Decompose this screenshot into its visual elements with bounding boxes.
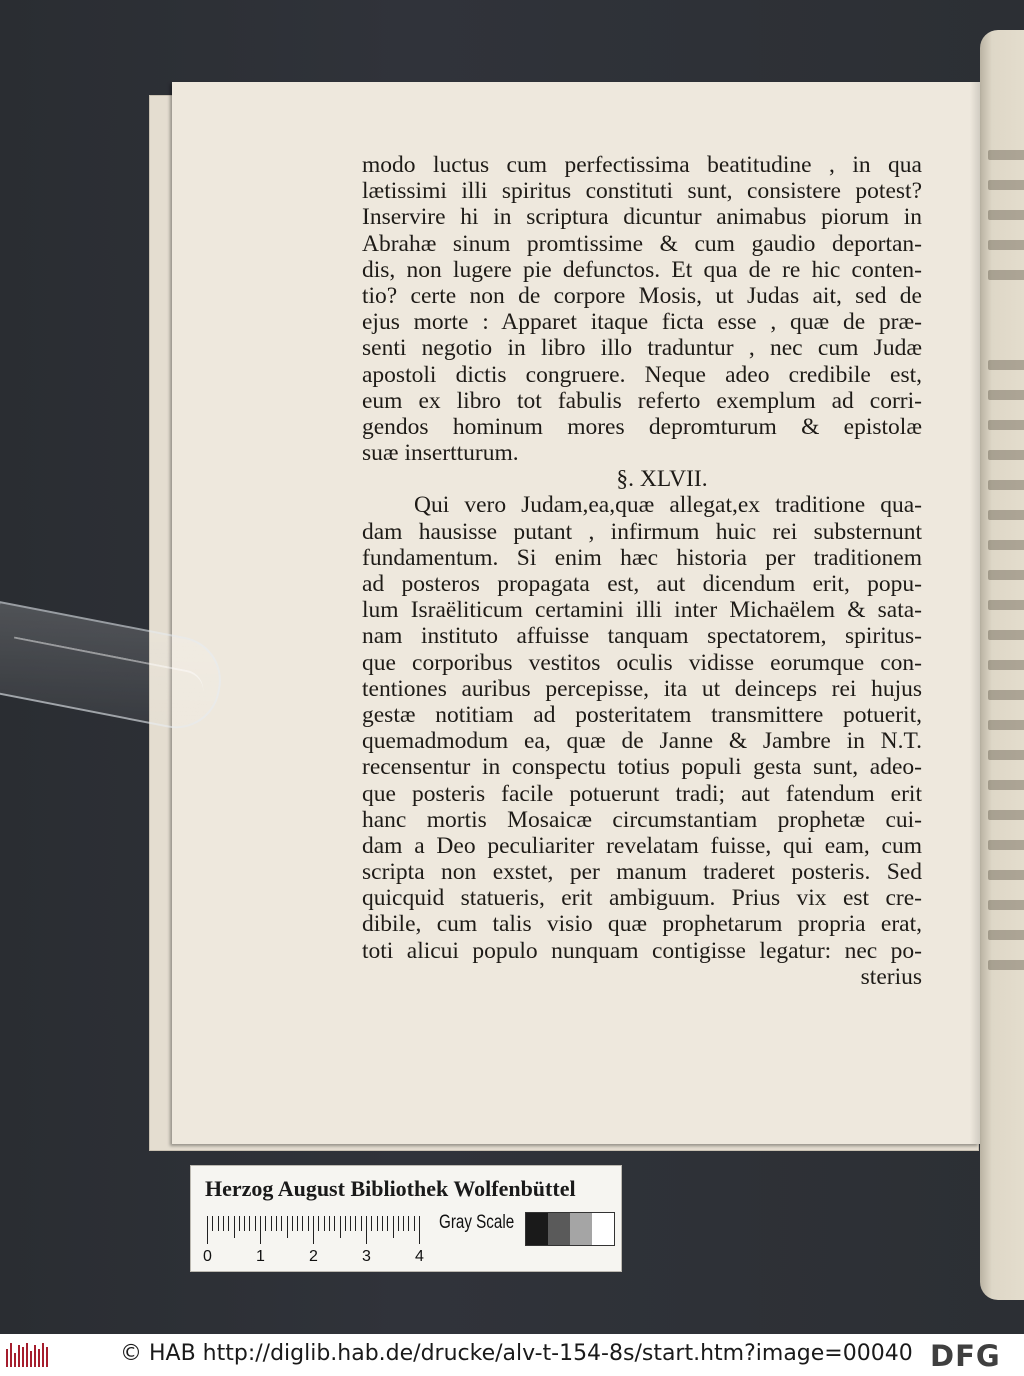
text-line: quemadmodum ea, quæ de Janne & Jambre in N.T.: [362, 728, 922, 755]
ruler-tick: [382, 1216, 383, 1231]
ruler-tick: [244, 1216, 245, 1231]
adjacent-text-fragment: [988, 660, 1024, 670]
ruler-tick: [377, 1216, 378, 1231]
text-line: dis, non lugere pie defunctos. Et qua de re hic conten-: [362, 256, 922, 283]
ruler-tick: [408, 1216, 409, 1231]
gray-swatch: [592, 1213, 614, 1245]
ruler-tick: [292, 1216, 293, 1231]
ruler-tick: [223, 1216, 224, 1231]
text-line: quicquid statueris, erit ambiguum. Prius vix est cre-: [362, 885, 922, 912]
ruler-tick: [318, 1216, 319, 1231]
ruler-tick: [387, 1216, 388, 1231]
ruler-tick: [419, 1216, 420, 1244]
logo-bar: [18, 1345, 20, 1367]
adjacent-text-fragment: [988, 390, 1024, 400]
text-line: ad posteros propagata est, aut dicendum erit, popu-: [362, 571, 922, 597]
logo-bar: [38, 1349, 40, 1367]
gray-swatch: [548, 1213, 570, 1245]
adjacent-text-fragment: [988, 870, 1024, 880]
text-line: ejus morte : Apparet itaque ficta esse , quæ de præ-: [362, 309, 922, 336]
text-line: senti negotio in libro illo traduntur , nec cum Judæ: [362, 335, 922, 362]
ruler-tick: [218, 1216, 219, 1231]
text-line: tentiones auribus percepisse, ita ut deinceps rei hujus: [362, 675, 922, 702]
ruler-scale: [207, 1216, 419, 1244]
ruler-tick: [324, 1216, 325, 1231]
text-line: recensentur in conspectu totius populi gesta sunt, adeo-: [362, 754, 922, 781]
gray-swatch: [526, 1213, 548, 1245]
ruler-tick: [228, 1216, 229, 1231]
logo-bar: [6, 1349, 8, 1367]
ruler-number: 0: [203, 1248, 212, 1265]
hab-logo-icon: [6, 1343, 48, 1367]
adjacent-page-edge: [980, 30, 1024, 1300]
adjacent-text-fragment: [988, 960, 1024, 970]
ruler-number: 1: [256, 1248, 265, 1265]
adjacent-text-fragment: [988, 510, 1024, 520]
logo-bar: [42, 1343, 44, 1367]
text-line: que posteris facile potuerunt tradi; aut fatendum erit: [362, 780, 922, 807]
adjacent-text-fragment: [988, 240, 1024, 250]
logo-bar: [30, 1351, 32, 1367]
footer-copyright-link[interactable]: © HAB http://diglib.hab.de/drucke/alv-t-154-8s/start.htm?image=00040: [120, 1341, 913, 1366]
logo-bar: [26, 1343, 28, 1367]
adjacent-text-fragment: [988, 210, 1024, 220]
text-line: dam a Deo peculiariter revelatam fuisse, qui eam, cum: [362, 832, 922, 859]
text-line: lum Israëliticum certamini illi inter Michaëlem & sata-: [362, 597, 922, 624]
ruler-tick: [297, 1216, 298, 1231]
adjacent-text-fragment: [988, 900, 1024, 910]
ruler-tick: [403, 1216, 404, 1231]
ruler-tick: [234, 1216, 235, 1238]
ruler-tick: [361, 1216, 362, 1231]
gray-swatch: [570, 1213, 592, 1245]
adjacent-text-fragment: [988, 810, 1024, 820]
logo-bar: [22, 1347, 24, 1367]
section-heading: §. XLVII.: [616, 466, 708, 493]
text-line: Abrahæ sinum promtissime & cum gaudio deportan-: [362, 230, 922, 257]
text-line: fundamentum. Si enim hæc historia per traditionem: [362, 544, 922, 571]
ruler-tick: [371, 1216, 372, 1231]
catchword: sterius: [860, 963, 922, 990]
ruler-tick: [350, 1216, 351, 1231]
ruler-tick: [393, 1216, 394, 1238]
ruler-tick: [308, 1216, 309, 1231]
ruler-number: 4: [415, 1248, 424, 1265]
adjacent-text-fragment: [988, 720, 1024, 730]
adjacent-text-fragment: [988, 270, 1024, 280]
ruler-tick: [313, 1216, 314, 1244]
ruler-tick: [271, 1216, 272, 1231]
text-line: suæ insertturum.: [362, 440, 519, 467]
adjacent-text-fragment: [988, 450, 1024, 460]
gray-scale-label: Gray Scale: [439, 1212, 515, 1233]
text-line: gendos hominum mores depromturum & epistolæ: [362, 413, 922, 440]
text-line: apostoli dictis congruere. Neque adeo credibile est,: [362, 361, 922, 388]
ruler-tick: [239, 1216, 240, 1231]
page-text: [362, 152, 922, 990]
adjacent-text-fragment: [988, 360, 1024, 370]
text-line: dam hausisse putant , infirmum huic rei substernunt: [362, 518, 922, 545]
text-line: dibile, cum talis visio quæ prophetarum propria erat,: [362, 911, 922, 938]
book-page: [172, 82, 980, 1144]
text-line: scripta non exstet, per manum traderet posteris. Sed: [362, 859, 922, 886]
ruler-tick: [414, 1216, 415, 1231]
ruler-tick: [345, 1216, 346, 1231]
text-line: Inservire hi in scriptura dicuntur animabus piorum in: [362, 204, 922, 231]
ruler-numbers: [203, 1248, 433, 1268]
footer-bar: [0, 1334, 1024, 1376]
adjacent-text-fragment: [988, 150, 1024, 160]
ruler-tick: [302, 1216, 303, 1231]
logo-bar: [10, 1343, 12, 1367]
ruler-tick: [366, 1216, 367, 1244]
gray-scale-swatches: [525, 1212, 615, 1246]
text-line: Qui vero Judam,ea,quæ allegat,ex traditione qua-: [414, 492, 922, 519]
text-line: nam instituto affuisse tanquam spectatorem, spiritus-: [362, 623, 922, 650]
ruler-tick: [255, 1216, 256, 1231]
ruler-tick: [340, 1216, 341, 1238]
logo-bar: [46, 1347, 48, 1367]
logo-bar: [14, 1353, 16, 1367]
text-line: toti alicui populo nunquam contigisse legatur: nec po-: [362, 937, 922, 964]
adjacent-text-fragment: [988, 480, 1024, 490]
adjacent-text-fragment: [988, 570, 1024, 580]
text-line: hanc mortis Mosaicæ circumstantiam prophetæ cui-: [362, 806, 922, 833]
ruler-tick: [249, 1216, 250, 1231]
text-line: modo luctus cum perfectissima beatitudine , in qua: [362, 152, 922, 178]
adjacent-text-fragment: [988, 930, 1024, 940]
ruler-tick: [329, 1216, 330, 1231]
adjacent-text-fragment: [988, 540, 1024, 550]
ruler-tick: [212, 1216, 213, 1231]
adjacent-text-fragment: [988, 600, 1024, 610]
ruler-number: 3: [362, 1248, 371, 1265]
adjacent-text-fragment: [988, 750, 1024, 760]
logo-bar: [34, 1345, 36, 1367]
adjacent-text-fragment: [988, 420, 1024, 430]
ruler-tick: [281, 1216, 282, 1231]
library-label-card: [190, 1165, 622, 1272]
adjacent-text-fragment: [988, 690, 1024, 700]
ruler-tick: [265, 1216, 266, 1231]
ruler-tick: [334, 1216, 335, 1231]
ruler-tick: [207, 1216, 208, 1244]
text-line: que corporibus vestitos oculis vidisse eorumque con-: [362, 649, 922, 676]
library-name: Herzog August Bibliothek Wolfenbüttel: [205, 1176, 576, 1201]
dfg-logo: DFG: [930, 1339, 1001, 1373]
ruler-tick: [287, 1216, 288, 1238]
text-line: eum ex libro tot fabulis referto exemplum ad corri-: [362, 387, 922, 414]
ruler-tick: [276, 1216, 277, 1231]
ruler-tick: [355, 1216, 356, 1231]
text-line: lætissimi illi spiritus constituti sunt, consistere potest?: [362, 178, 922, 205]
ruler-tick: [398, 1216, 399, 1231]
text-line: tio? certe non de corpore Mosis, ut Judas ait, sed de: [362, 282, 922, 309]
ruler-number: 2: [309, 1248, 318, 1265]
ruler-tick: [260, 1216, 261, 1244]
adjacent-text-fragment: [988, 630, 1024, 640]
text-line: gestæ notitiam ad posteritatem transmittere potuerit,: [362, 701, 922, 728]
adjacent-text-fragment: [988, 780, 1024, 790]
adjacent-text-fragment: [988, 840, 1024, 850]
adjacent-text-fragment: [988, 180, 1024, 190]
